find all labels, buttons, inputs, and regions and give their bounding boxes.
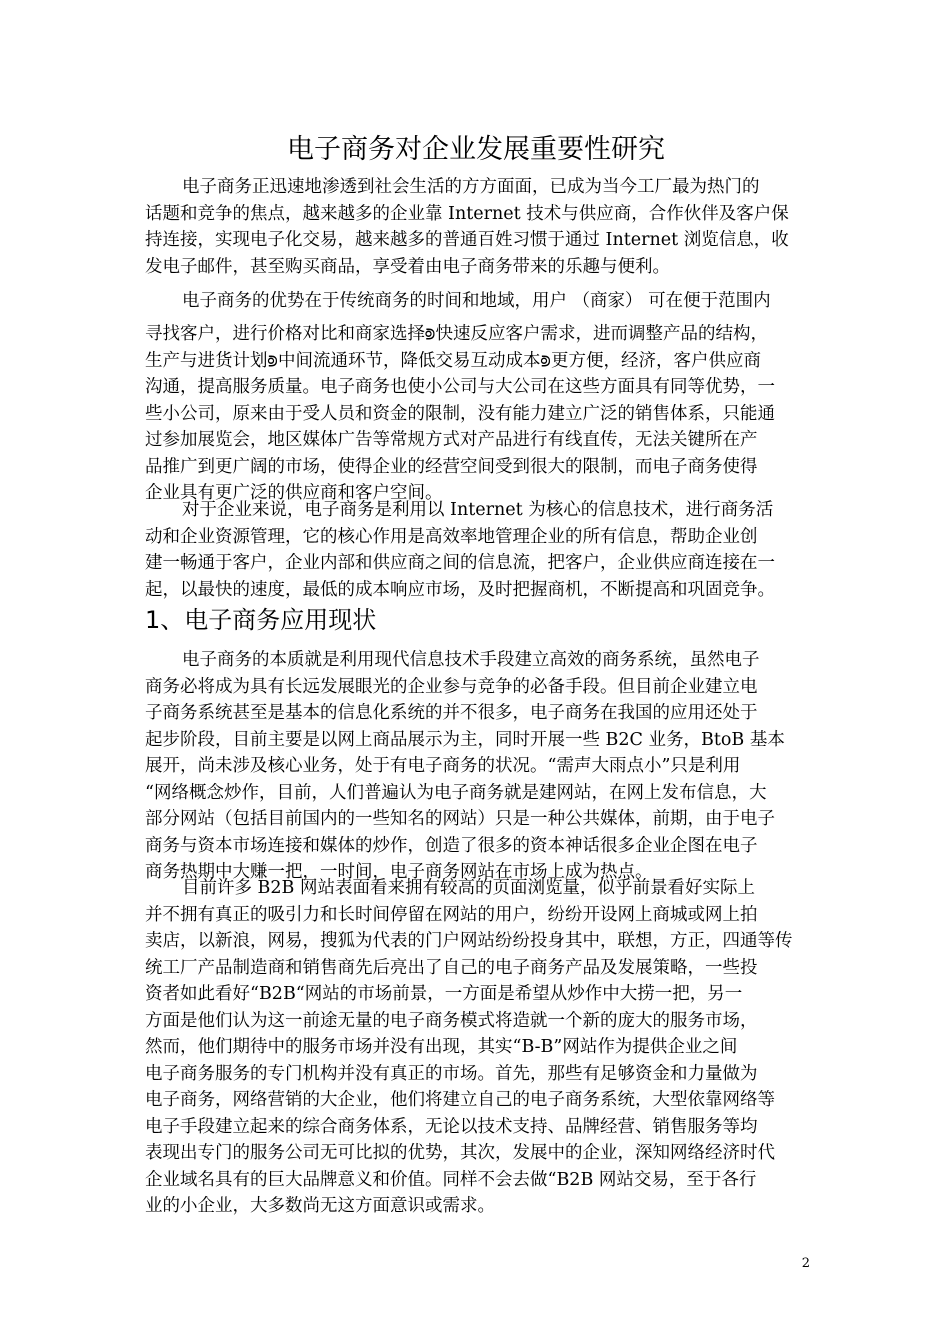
document-title: 电子商务对企业发展重要性研究 [287, 134, 665, 165]
paragraph-line: 目前许多 B2B 网站表面看来拥有较高的页面浏览量，似乎前景看好实际上 [182, 878, 755, 898]
paragraph-line: 商务必将成为具有长远发展眼光的企业参与竞争的必备手段。但目前企业建立电 [145, 676, 758, 697]
paragraph-line: 电子商务正迅速地渗透到社会生活的方方面面，已成为当今工厂最为热门的 [182, 177, 760, 197]
paragraph-advantages [145, 321, 807, 507]
paragraph-line: 生产与进货计划⟄中间流通环节，降低交易互动成本⟄更方便，经济，客户供应商 [145, 350, 761, 371]
paragraph-line: 卖店，以新浪，网易，搜狐为代表的门户网站纷纷投身其中，联想，方正，四通等传 [145, 931, 793, 951]
paragraph-b2b [145, 875, 807, 1220]
paragraph-line: 起步阶段，目前主要是以网上商品展示为主，同时开展一些 B2C 业务，BtoB 基本 [145, 729, 785, 750]
paragraph-line: 品推广到更广阔的市场，使得企业的经营空间受到很大的限制，而电子商务使得 [145, 456, 758, 477]
page-number: 2 [801, 1256, 810, 1271]
paragraph-line: 方面是他们认为这一前途无量的电子商务模式将造就一个新的庞大的服务市场， [145, 1010, 758, 1031]
paragraph-line: 企业具有更广泛的供应商和客户空间。 [145, 483, 443, 503]
paragraph-line: 统工厂产品制造商和销售商先后亮出了自己的电子商务产品及发展策略，一些投 [145, 957, 758, 978]
paragraph-line: 动和企业资源管理，它的核心作用是高效率地管理企业的所有信息，帮助企业创 [145, 526, 758, 547]
paragraph-line: 电子商务的本质就是利用现代信息技术手段建立高效的商务系统，虽然电子 [182, 650, 760, 670]
paragraph-line: 电子商务，网络营销的大企业，他们将建立自己的电子商务系统，大型依靠网络等 [145, 1090, 775, 1110]
paragraph-line: 建一畅通于客户，企业内部和供应商之间的信息流，把客户，企业供应商连接在一 [145, 553, 775, 573]
section-heading: 1、电子商务应用现状 [145, 606, 377, 634]
paragraph-line: 并不拥有真正的吸引力和长时间停留在网站的用户，纷纷开设网上商城或网上拍 [145, 904, 758, 925]
paragraph-line: 些小公司，原来由于受人员和资金的限制，没有能力建立广泛的销售体系，只能通 [145, 403, 775, 424]
paragraph-line: 寻找客户，进行价格对比和商家选择⟄快速反应客户需求，进而调整产品的结构， [145, 324, 768, 344]
paragraph-line: 沟通，提高服务质量。电子商务也使小公司与大公司在这些方面具有同等优势，一 [145, 377, 775, 397]
paragraph-enterprise [145, 497, 807, 603]
paragraph-line: “网络概念炒作，目前，人们普遍认为电子商务就是建网站，在网上发布信息，大 [145, 782, 767, 803]
paragraph-line: 商务热期中大赚一把，一时间，电子商务网站在市场上成为热点。 [145, 862, 653, 882]
paragraph-line: 电子商务服务的专门机构并没有真正的市场。首先，那些有足够资金和力量做为 [145, 1063, 758, 1084]
paragraph-line: 子商务系统甚至是基本的信息化系统的并不很多，电子商务在我国的应用还处于 [145, 703, 758, 723]
paragraph-line: 表现出专门的服务公司无可比拟的优势，其次，发展中的企业，深知网络经济时代 [145, 1143, 775, 1163]
paragraph-line: 对于企业来说，电子商务是利用以 Internet 为核心的信息技术，进行商务活 [182, 500, 774, 520]
paragraph-line: 然而，他们期待中的服务市场并没有出现，其实“B-B”网站作为提供企业之间 [145, 1037, 738, 1057]
paragraph-line: 展开，尚未涉及核心业务，处于有电子商务的状况。“需声大雨点小”只是利用 [145, 756, 741, 776]
paragraph-line: 商务与资本市场连接和媒体的炒作，创造了很多的资本神话很多企业企图在电子 [145, 835, 758, 856]
paragraph-line: 发电子邮件，甚至购买商品，享受着由电子商务带来的乐趣与便利。 [145, 256, 670, 277]
paragraph-advantages-lead [145, 288, 807, 315]
paragraph-line: 话题和竞争的焦点，越来越多的企业靠 Internet 技术与供应商，合作伙伴及客户保 [145, 203, 789, 224]
paragraph-line: 过参加展览会，地区媒体广告等常规方式对产品进行有线直传，无法关键所在产 [145, 430, 758, 450]
paragraph-line: 部分网站（包括目前国内的一些知名的网站）只是一种公共媒体，前期，由于电子 [145, 809, 775, 829]
paragraph-line: 起，以最快的速度，最低的成本响应市场，及时把握商机，不断提高和巩固竞争。 [145, 579, 775, 600]
paragraph-status [145, 647, 807, 886]
paragraph-line: 资者如此看好“B2B“网站的市场前景，一方面是希望从炒作中大捞一把，另一 [145, 984, 743, 1004]
paragraph-line: 企业域名具有的巨大品牌意义和价值。同样不会去做“B2B 网站交易，至于各行 [145, 1169, 757, 1190]
paragraph-line: 持连接，实现电子化交易，越来越多的普通百姓习惯于通过 Internet 浏览信息，收 [145, 230, 789, 250]
paragraph-line: 电子手段建立起来的综合商务体系，无论以技术支持、品牌经营、销售服务等均 [145, 1116, 758, 1137]
paragraph-line: 业的小企业，大多数尚无这方面意识或需求。 [145, 1196, 495, 1216]
paragraph-line: 电子商务的优势在于传统商务的时间和地域，用户 （商家） 可在便于范围内 [182, 291, 771, 311]
paragraph-intro [145, 174, 807, 280]
